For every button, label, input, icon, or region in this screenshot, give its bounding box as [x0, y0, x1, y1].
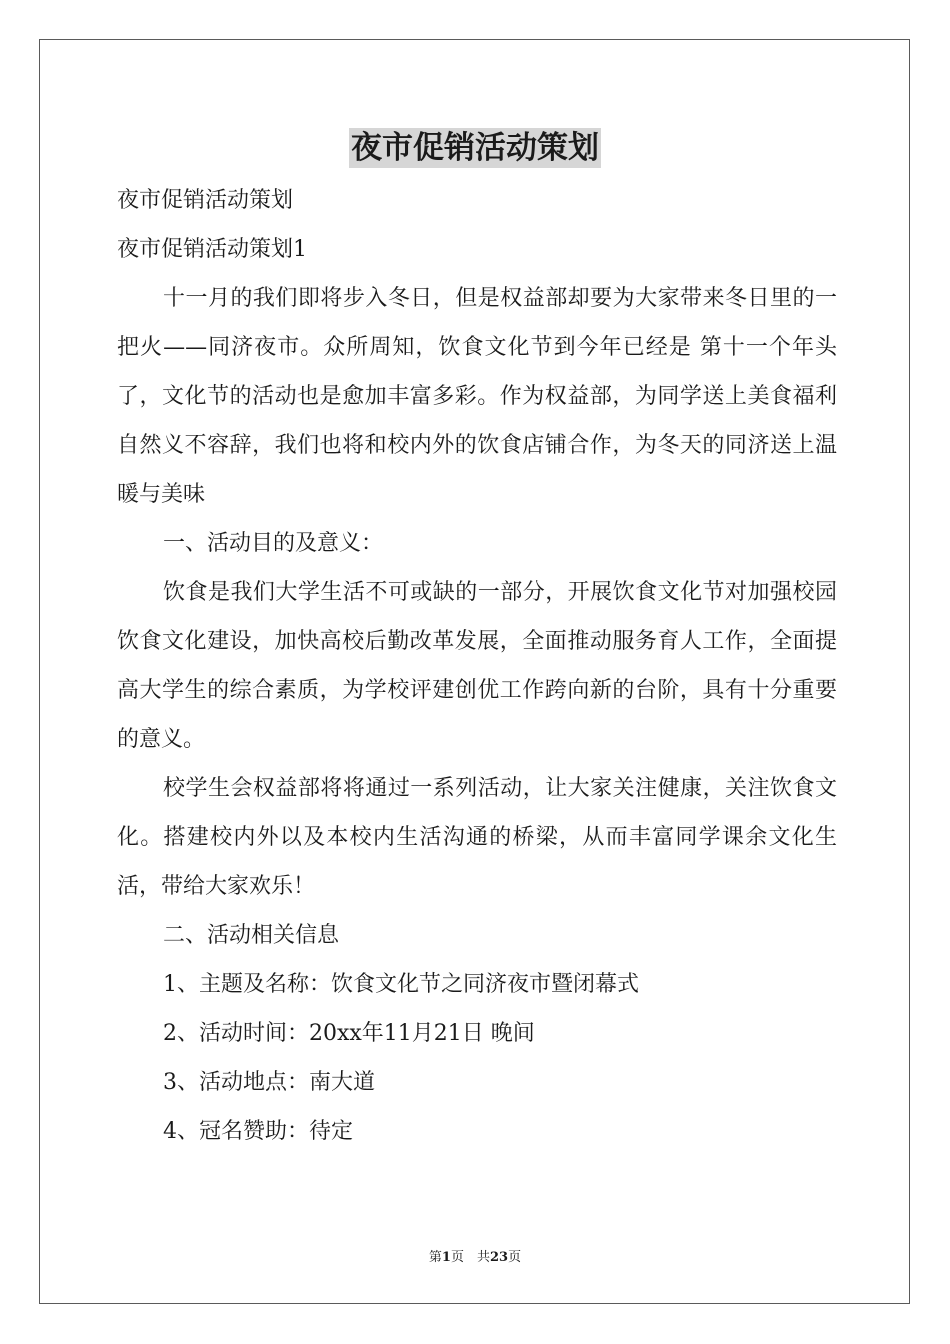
heading-info: 二、活动相关信息	[163, 923, 340, 948]
info-theme: 1、主题及名称：饮食文化节之同济夜市暨闭幕式	[163, 972, 639, 997]
footer-mid: 页 共	[450, 1250, 490, 1265]
title-container	[0, 128, 950, 168]
document-body	[117, 176, 837, 1156]
purpose-paragraph-1: 饮食是我们大学生活不可或缺的一部分，开展饮食文化节对加强校园饮食文化建设，加快高校后勤改革发展，全面推动服务育人工作，全面提高大学生的综合素质，为学校评建创优工作跨向新的台阶，具有十分重要的意义。	[117, 580, 837, 752]
info-sponsor: 4、冠名赞助：待定	[163, 1119, 353, 1144]
document-subtitle: 夜市促销活动策划	[117, 188, 294, 213]
section-title: 夜市促销活动策划1	[117, 237, 307, 262]
document-title: 夜市促销活动策划	[351, 130, 599, 166]
footer-prefix: 第	[428, 1250, 442, 1265]
page-footer	[0, 1246, 950, 1265]
info-location: 3、活动地点：南大道	[163, 1070, 375, 1095]
footer-suffix: 页	[508, 1250, 522, 1265]
footer-total-pages: 23	[489, 1250, 509, 1265]
purpose-paragraph-2: 校学生会权益部将将通过一系列活动，让大家关注健康，关注饮食文化。搭建校内外以及本校内生活沟通的桥梁，从而丰富同学课余文化生活，带给大家欢乐！	[117, 776, 837, 899]
intro-paragraph: 十一月的我们即将步入冬日，但是权益部却要为大家带来冬日里的一把火——同济夜市。众所周知，饮食文化节到今年已经是 第十一个年头了，文化节的活动也是愈加丰富多彩。作为权益部，为同学送上美食福利自然义不容辞，我们也将和校内外的饮食店铺合作，为冬天的同济送上温暖与美味	[117, 286, 837, 507]
footer-page-number: 1	[441, 1250, 451, 1265]
info-time: 2、活动时间：20xx年11月21日 晚间	[163, 1021, 535, 1046]
heading-purpose: 一、活动目的及意义：	[163, 531, 384, 556]
